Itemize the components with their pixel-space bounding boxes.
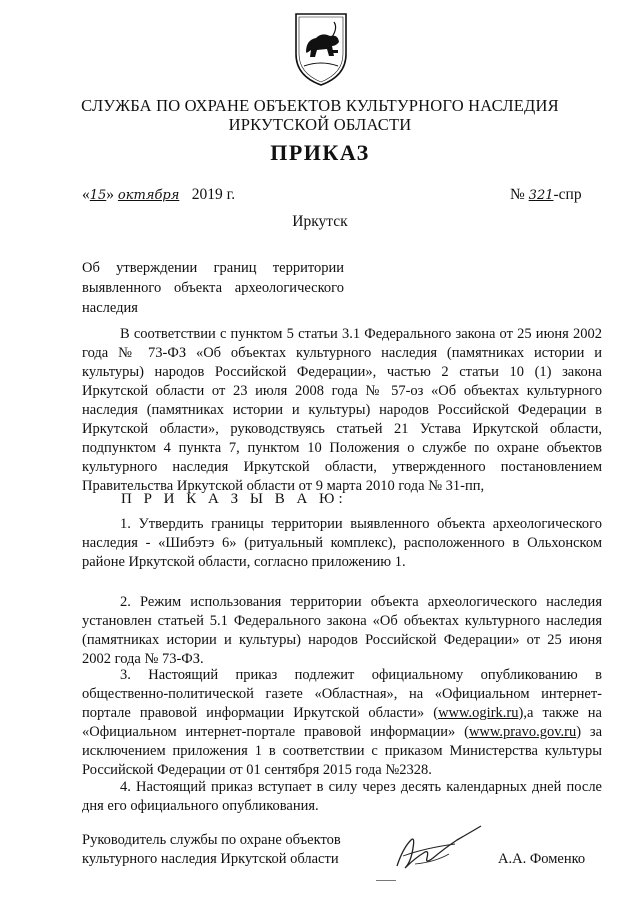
date-open-quote: « bbox=[82, 186, 90, 203]
signer-position-line1: Руководитель службы по охране объектов bbox=[82, 832, 341, 848]
number-value: 321 bbox=[528, 188, 554, 203]
document-date bbox=[82, 186, 235, 204]
order-heading: П Р И К А З Ы В А Ю: bbox=[121, 491, 347, 507]
order-item-3 bbox=[82, 666, 602, 780]
document-title: ПРИКАЗ bbox=[270, 140, 370, 165]
signer-name: А.А. Фоменко bbox=[498, 851, 586, 867]
handwritten-signature bbox=[385, 818, 495, 873]
document-number bbox=[510, 186, 582, 204]
order-item-1: 1. Утвердить границы территории выявленного объекта археологического наследия - «Шибэтэ 6» (ритуальный комплекс), расположенного в Ольхонском районе Иркутской области, согласно приложению 1. bbox=[82, 516, 602, 570]
date-close-quote: » bbox=[106, 186, 115, 203]
link-pravo[interactable]: www.pravo.gov.ru bbox=[468, 724, 577, 740]
divider bbox=[376, 880, 396, 881]
document-city: Иркутск bbox=[292, 213, 348, 230]
date-year: 2019 г. bbox=[191, 186, 236, 203]
order-item-3-text-b: ),а также на «Официальном интернет-портале правовой информации» ( bbox=[82, 705, 602, 740]
link-ogirk[interactable]: www.ogirk.ru bbox=[438, 705, 519, 721]
organization-name-line2: ИРКУТСКОЙ ОБЛАСТИ bbox=[228, 115, 412, 134]
order-item-3-text-a: 3. Настоящий приказ подлежит официальному опубликованию в общественно-политической газете «Областная», на «Официальном интернет-портале правовой информации Иркутской области» ( bbox=[82, 667, 602, 721]
order-item-3-text-c: ) за исключением приложения 1 в соответствии с приказом Министерства культуры Российской Федерации от 01 сентября 2015 года №2328. bbox=[82, 724, 603, 778]
signer-position-line2: культурного наследия Иркутской области bbox=[82, 851, 339, 867]
coat-of-arms-icon bbox=[292, 10, 350, 88]
organization-name-line1: СЛУЖБА ПО ОХРАНЕ ОБЪЕКТОВ КУЛЬТУРНОГО НАСЛЕДИЯ bbox=[81, 96, 559, 115]
number-sign: № bbox=[510, 186, 525, 203]
date-month: октября bbox=[117, 188, 180, 203]
document-subject: Об утверждении границ территории выявленного объекта археологического наследия bbox=[82, 260, 344, 316]
date-day: 15 bbox=[89, 188, 107, 203]
preamble-paragraph: В соответствии с пунктом 5 статьи 3.1 Федерального закона от 25 июня 2002 года № 73-ФЗ «Об объектах культурного наследия (памятниках истории и культуры) народов Российской Федерации», частью 2 статьи 10 (1) закона Иркутской области от 23 июля 2008 года № 57-оз «Об объектах культурного наследия (памятниках истории и культуры) народов Российской Федерации в Иркутской области», руководствуясь статьей 21 Устава Иркутской области, подпунктом 4 пункта 7, пунктом 10 Положения о службе по охране объектов культурного наследия Иркутской области, утвержденного постановлением Правительства Иркутской области от 9 марта 2010 года № 31-пп, bbox=[82, 326, 602, 494]
order-item-2: 2. Режим использования территории объекта археологического наследия установлен статьей 5.1 Федерального закона «Об объектах культурного наследия (памятниках истории и культуры) народов Российской Федерации» от 25 июня 2002 года № 73-ФЗ. bbox=[82, 594, 602, 667]
order-item-4: 4. Настоящий приказ вступает в силу через десять календарных дней после дня его официального опубликования. bbox=[82, 779, 602, 814]
number-suffix: -спр bbox=[553, 186, 582, 203]
